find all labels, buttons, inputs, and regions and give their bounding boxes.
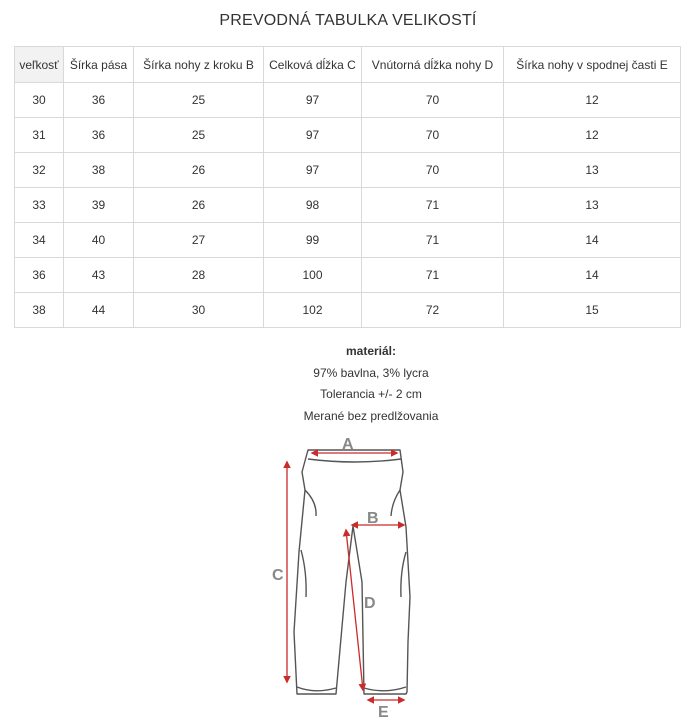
header-inner-leg-length: Vnútorná dĺžka nohy D [362, 47, 504, 83]
table-cell: 100 [264, 258, 362, 293]
header-crotch-leg-width: Šírka nohy z kroku B [134, 47, 264, 83]
table-cell: 15 [504, 293, 681, 328]
table-cell: 25 [134, 83, 264, 118]
table-row [15, 118, 681, 153]
table-cell: 13 [504, 153, 681, 188]
material-composition: 97% bavlna, 3% lycra [313, 365, 429, 380]
table-cell: 39 [64, 188, 134, 223]
table-cell: 26 [134, 188, 264, 223]
table-row [15, 258, 681, 293]
table-cell: 70 [362, 83, 504, 118]
table-cell: 40 [64, 223, 134, 258]
table-cell: 44 [64, 293, 134, 328]
table-cell: 97 [264, 153, 362, 188]
size-table [14, 46, 681, 328]
table-header-row [15, 47, 681, 83]
table-cell: 28 [134, 258, 264, 293]
table-row [15, 153, 681, 188]
page-title: PREVODNÁ TABULKA VELIKOSTÍ [219, 12, 477, 29]
table-cell: 71 [362, 258, 504, 293]
table-cell: 25 [134, 118, 264, 153]
pants-measurement-diagram [260, 432, 430, 720]
arrow-d [346, 530, 363, 690]
table-cell: 72 [362, 293, 504, 328]
table-cell: 26 [134, 153, 264, 188]
table-cell: 36 [64, 83, 134, 118]
table-cell: 97 [264, 118, 362, 153]
table-cell: 13 [504, 188, 681, 223]
table-cell: 43 [64, 258, 134, 293]
material-notes [0, 341, 696, 427]
label-c: C [272, 567, 284, 584]
tolerance-note: Tolerancia +/- 2 cm [320, 387, 422, 401]
header-total-length: Celková dĺžka C [264, 47, 362, 83]
material-label: materiál: [345, 344, 397, 358]
label-a: A [342, 436, 354, 453]
table-cell: 71 [362, 188, 504, 223]
table-cell: 102 [264, 293, 362, 328]
table-cell: 70 [362, 153, 504, 188]
table-cell: 36 [15, 258, 64, 293]
table-cell: 31 [15, 118, 64, 153]
table-row [15, 188, 681, 223]
table-cell: 97 [264, 83, 362, 118]
label-b: B [367, 510, 379, 527]
header-bottom-leg-width: Šírka nohy v spodnej časti E [504, 47, 681, 83]
label-e: E [378, 704, 389, 720]
table-cell: 38 [15, 293, 64, 328]
pants-outline-icon [294, 450, 410, 694]
table-cell: 70 [362, 118, 504, 153]
table-row [15, 293, 681, 328]
header-size: veľkosť [15, 47, 64, 83]
table-cell: 71 [362, 223, 504, 258]
table-cell: 36 [64, 118, 134, 153]
table-cell: 33 [15, 188, 64, 223]
table-cell: 14 [504, 258, 681, 293]
table-cell: 30 [15, 83, 64, 118]
table-cell: 32 [15, 153, 64, 188]
table-cell: 12 [504, 118, 681, 153]
table-cell: 38 [64, 153, 134, 188]
table-cell: 98 [264, 188, 362, 223]
table-cell: 27 [134, 223, 264, 258]
table-cell: 34 [15, 223, 64, 258]
table-row [15, 223, 681, 258]
label-d: D [364, 595, 376, 612]
table-cell: 99 [264, 223, 362, 258]
table-row [15, 83, 681, 118]
table-cell: 12 [504, 83, 681, 118]
table-cell: 30 [134, 293, 264, 328]
measurement-note: Merané bez predlžovania [303, 408, 439, 423]
header-waist-width: Šírka pása [64, 47, 134, 83]
table-cell: 14 [504, 223, 681, 258]
